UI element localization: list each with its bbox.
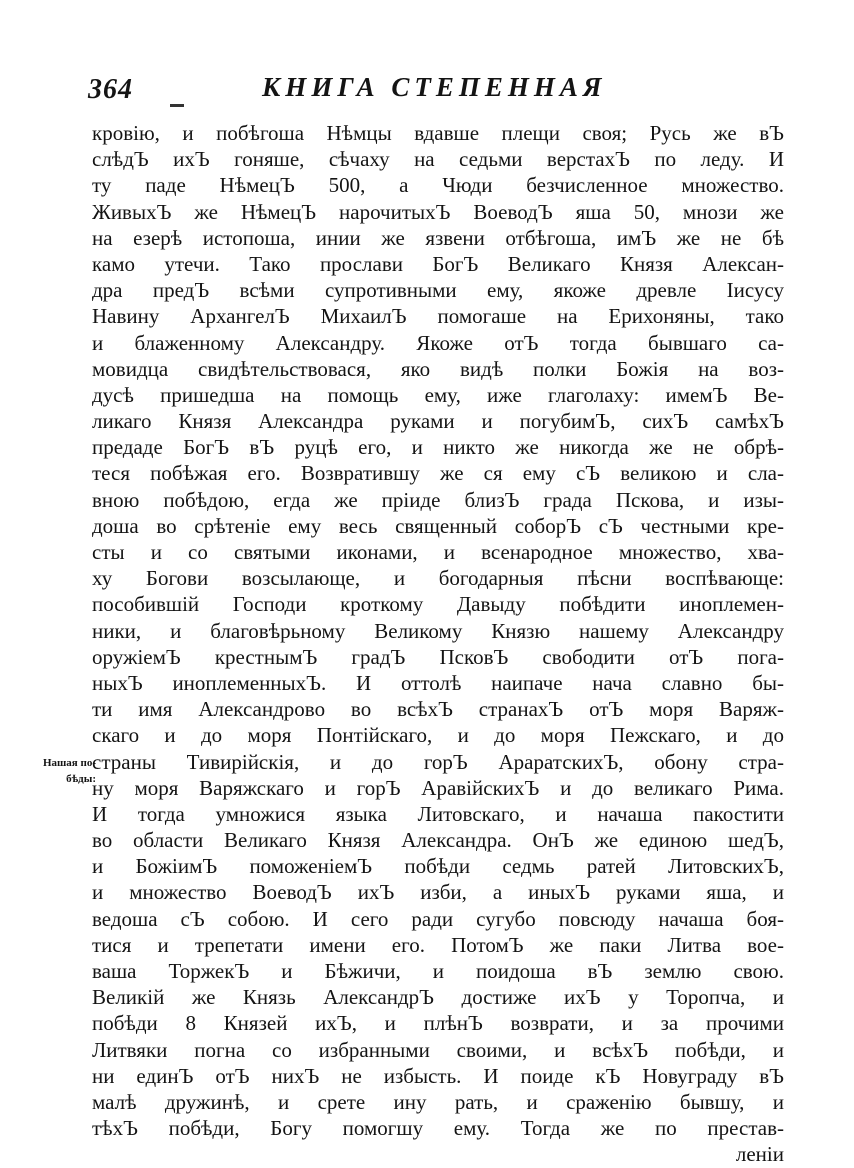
text-line: И тогда умножися языка Литовскаго, и начаша пакостити [92,801,784,826]
text-line: Навину АрхангелЪ МихаилЪ помогаше на Ерихоняны, тако [92,304,784,329]
text-line: дусѣ пришедша на помощь ему, иже глаголаху: имемЪ Ве- [92,382,784,407]
text-line: сты и со святыми иконами, и всенародное множество, хва- [92,540,784,564]
text-line: на езерѣ истопоша, инии же язвени отбѣгоша, имЪ же не бѣ [92,225,784,250]
text-line: во области Великаго Князя Александра. ОнЪ же единою шедЪ, [92,828,784,853]
text-line: ху Богови возсылающе, и богодарныя пѣсни воспѣвающе: [92,566,784,591]
text-line: и БожіимЪ поможеніемЪ побѣди седмь ратей ЛитовскихЪ, [92,854,784,879]
text-line: побѣди 8 Князей ихЪ, и плѣнЪ возврати, и за прочими [92,1011,784,1036]
text-line: страны Тивирійскія, и до горЪ АраратскихЪ, обону стра- [92,749,784,774]
text-line: Литвяки погна со избранными своими, и всѣхЪ побѣди, и [92,1037,784,1062]
text-line: Великій же Князь АлександрЪ достиже ихЪ у Торопча, и [92,985,784,1010]
running-head: КНИГА СТЕПЕННАЯ [262,72,607,102]
margin-note [14,755,96,787]
text-line: кровію, и побѣгоша Нѣмцы вдавше плещи своя; Русь же вЪ [92,121,784,145]
text-line: ти имя Александрово во всѣхЪ странахЪ отЪ моря Варяж- [92,697,784,722]
text-line: ведоша сЪ собою. И сего ради сугубо повсюду начаша боя- [92,906,784,931]
text-line: и множество ВоеводЪ ихЪ изби, а иныхЪ руками яша, и [92,880,784,905]
text-line: дра предЪ всѣми супротивными ему, якоже древле Іисусу [92,278,784,303]
text-line: тѣхЪ побѣди, Богу помогшу ему. Тогда же по престав- [92,1116,784,1141]
header-dash-mark [170,104,184,107]
text-line: ни единЪ отЪ нихЪ не избысть. И поиде кЪ Новуграду вЪ [92,1063,784,1088]
text-line: мовидца свидѣтельствовася, яко видѣ полки Божія на воз- [92,356,784,381]
text-line: малѣ дружинѣ, и срете ину рать, и сраженію бывшу, и [92,1089,784,1114]
text-line: предаде БогЪ вЪ руцѣ его, и никто же никогда же не обрѣ- [92,435,784,460]
text-line: ликаго Князя Александра руками и погубимЪ, сихЪ самѣхЪ [92,409,784,434]
margin-note-line-1: Нашая по- [42,757,96,769]
text-line: ну моря Варяжскаго и горЪ АравійскихЪ и до великаго Рима. [92,775,784,800]
margin-note-line-2: бѣды: [66,773,96,785]
text-line: доша во срѣтеніе ему весь священный соборЪ сЪ честными кре- [92,513,784,538]
text-line: пособившій Господи кроткому Давыду побѣдити иноплемен- [92,592,784,617]
text-line: леніи [735,1142,784,1167]
text-line: ныхЪ иноплеменныхЪ. И оттолѣ наипаче нача славно бы- [92,670,784,695]
text-line: скаго и до моря Понтійскаго, и до моря Пежскаго, и до [92,723,784,748]
text-line: камо утечи. Тако прослави БогЪ Великаго Князя Алексан- [92,251,784,276]
text-line: тися и трепетати имени его. ПотомЪ же паки Литва вое- [92,932,784,957]
text-line: слѣдЪ ихЪ гоняше, сѣчаху на седьми верстахЪ по леду. И [92,147,784,172]
text-line: оружіемЪ крестнымЪ градЪ ПсковЪ свободити отЪ пога- [92,644,784,669]
text-line: ники, и благовѣрьному Великому Князю нашему Александру [92,618,784,643]
text-line: ЖивыхЪ же НѣмецЪ нарочитыхЪ ВоеводЪ яша 50, мнози же [92,199,784,224]
text-line: ту паде НѣмецЪ 500, а Чюди безчисленное множество. [92,173,784,198]
text-line: ваша ТоржекЪ и Бѣжичи, и поидоша вЪ землю свою. [92,959,784,983]
text-line: и блаженному Александру. Якоже отЪ тогда бывшаго са- [92,330,784,355]
body-text [92,120,784,1168]
page-number: 364 [88,74,133,105]
text-line: теся побѣжая его. Возвратившу же ся ему сЪ великою и сла- [92,461,784,486]
text-line: вною побѣдою, егда же пріиде близЪ града Пскова, и изы- [92,487,784,512]
